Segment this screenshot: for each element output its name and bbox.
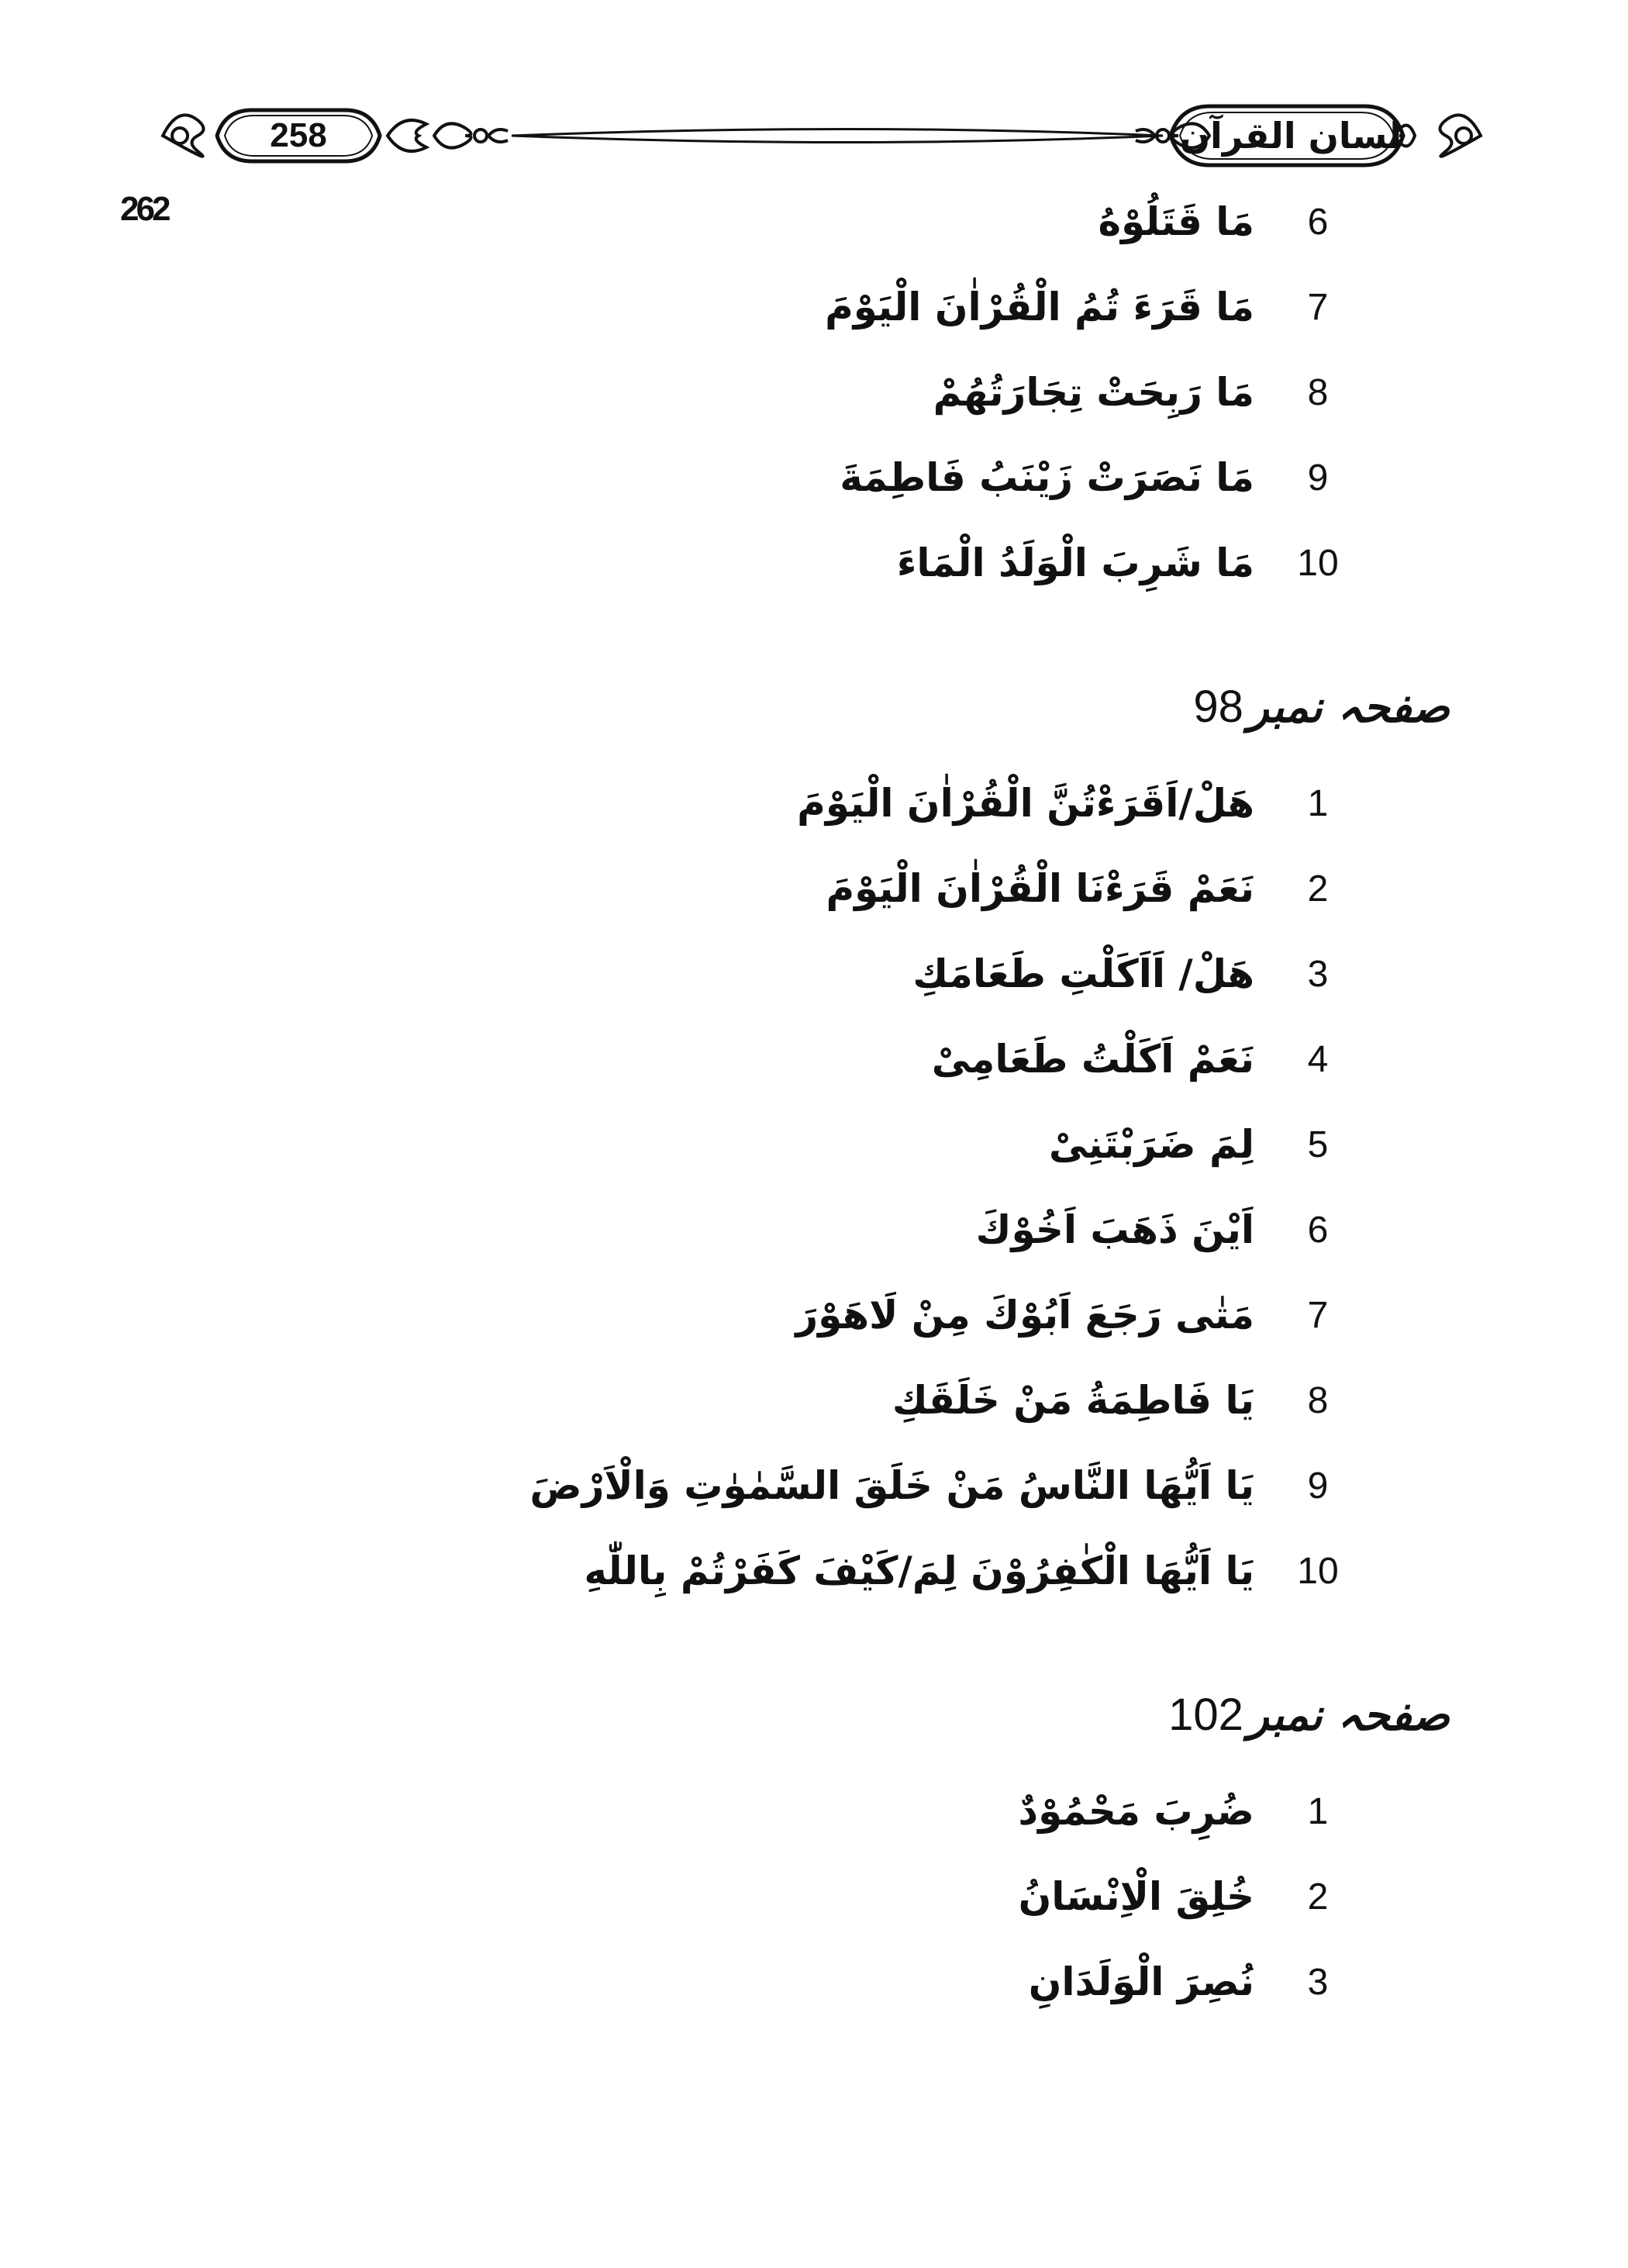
list-item <box>529 1455 1372 1517</box>
item-number: 3 <box>1307 953 1329 995</box>
item-number: 10 <box>1297 542 1339 584</box>
arabic-sentence: مَا قَرَءَ تُمُ الْقُرْاٰنَ الْیَوْمَ <box>825 285 1254 330</box>
arabic-sentence: مَا رَبِحَتْ تِجَارَتُهُمْ <box>933 370 1254 415</box>
list-item <box>1029 1951 1372 2013</box>
arabic-sentence: مَا نَصَرَتْ زَیْنَبُ فَاطِمَةَ <box>840 455 1254 500</box>
item-number: 1 <box>1307 782 1329 824</box>
list-item <box>912 943 1372 1005</box>
arabic-sentence: نَعَمْ قَرَءْنَا الْقُرْاٰنَ الْیَوْمَ <box>826 866 1254 911</box>
list-item <box>933 361 1372 423</box>
list-item <box>897 532 1372 594</box>
item-number: 10 <box>1297 1550 1339 1592</box>
list-item <box>584 1540 1372 1602</box>
list-item <box>797 772 1372 834</box>
side-page-number: 262 <box>120 190 168 228</box>
item-number: 6 <box>1307 201 1329 243</box>
item-number: 7 <box>1307 286 1329 328</box>
list-item <box>1018 1780 1372 1842</box>
arabic-sentence: مَتٰى رَجَعَ اَبُوْكَ مِنْ لَاهَوْرَ <box>795 1293 1254 1338</box>
list-item <box>976 1199 1372 1261</box>
page-number: 258 <box>270 116 327 154</box>
section-page-value: 102 <box>1168 1690 1243 1740</box>
list-item <box>1019 1866 1372 1928</box>
arabic-sentence: لِمَ ضَرَبْتَنِیْ <box>1049 1122 1254 1167</box>
section-heading-102 <box>1168 1689 1450 1741</box>
item-number: 1 <box>1307 1790 1329 1832</box>
section-label: صفحہ نمبر <box>1247 1690 1450 1741</box>
list-item <box>825 276 1372 338</box>
arabic-sentence: نَعَمْ اَكَلْتُ طَعَامِیْ <box>931 1037 1254 1082</box>
arabic-sentence: یَا اَیُّهَا النَّاسُ مَنْ خَلَقَ السَّمٰوٰتِ وَالْاَرْضَ <box>529 1463 1254 1508</box>
item-number: 4 <box>1307 1038 1329 1080</box>
list-item <box>1049 1113 1372 1175</box>
list-item <box>892 1369 1372 1431</box>
list-item <box>1098 191 1372 253</box>
list-item <box>826 858 1372 920</box>
arabic-sentence: نُصِرَ الْوَلَدَانِ <box>1028 1959 1254 2004</box>
item-number: 2 <box>1307 1876 1329 1918</box>
arabic-sentence: اَیْنَ ذَهَبَ اَخُوْكَ <box>975 1207 1254 1252</box>
item-number: 7 <box>1307 1294 1329 1336</box>
arabic-sentence: یَا اَیُّهَا الْكٰفِرُوْنَ لِمَ/كَیْفَ كَفَرْتُمْ بِاللّٰهِ <box>584 1548 1254 1593</box>
arabic-sentence: مَا قَتَلُوْهُ <box>1098 199 1254 244</box>
item-number: 9 <box>1307 457 1329 499</box>
item-number: 8 <box>1307 1379 1329 1421</box>
book-title: لسان القرآن <box>1179 115 1402 157</box>
arabic-sentence: خُلِقَ الْاِنْسَانُ <box>1018 1874 1254 1919</box>
section-label: صفحہ نمبر <box>1247 682 1450 733</box>
list-item <box>840 447 1372 509</box>
section-heading-98 <box>1193 681 1450 733</box>
item-number: 2 <box>1307 868 1329 910</box>
page-header <box>155 93 1488 178</box>
item-number: 6 <box>1307 1209 1329 1251</box>
item-number: 5 <box>1307 1124 1329 1165</box>
arabic-sentence: هَلْ/اَقَرَءْتُنَّ الْقُرْاٰنَ الْیَوْمَ <box>797 781 1254 826</box>
item-number: 9 <box>1307 1465 1329 1507</box>
item-number: 8 <box>1307 371 1329 413</box>
arabic-sentence: یَا فَاطِمَةُ مَنْ خَلَقَكِ <box>892 1378 1254 1423</box>
list-item <box>795 1284 1372 1346</box>
list-item <box>932 1028 1372 1090</box>
arabic-sentence: هَلْ/ اَاَكَلْتِ طَعَامَكِ <box>912 951 1254 996</box>
item-number: 3 <box>1307 1961 1329 2003</box>
arabic-sentence: مَا شَرِبَ الْوَلَدُ الْمَاءَ <box>896 540 1254 585</box>
arabic-sentence: ضُرِبَ مَحْمُوْدٌ <box>1018 1789 1254 1834</box>
section-page-value: 98 <box>1193 682 1243 732</box>
